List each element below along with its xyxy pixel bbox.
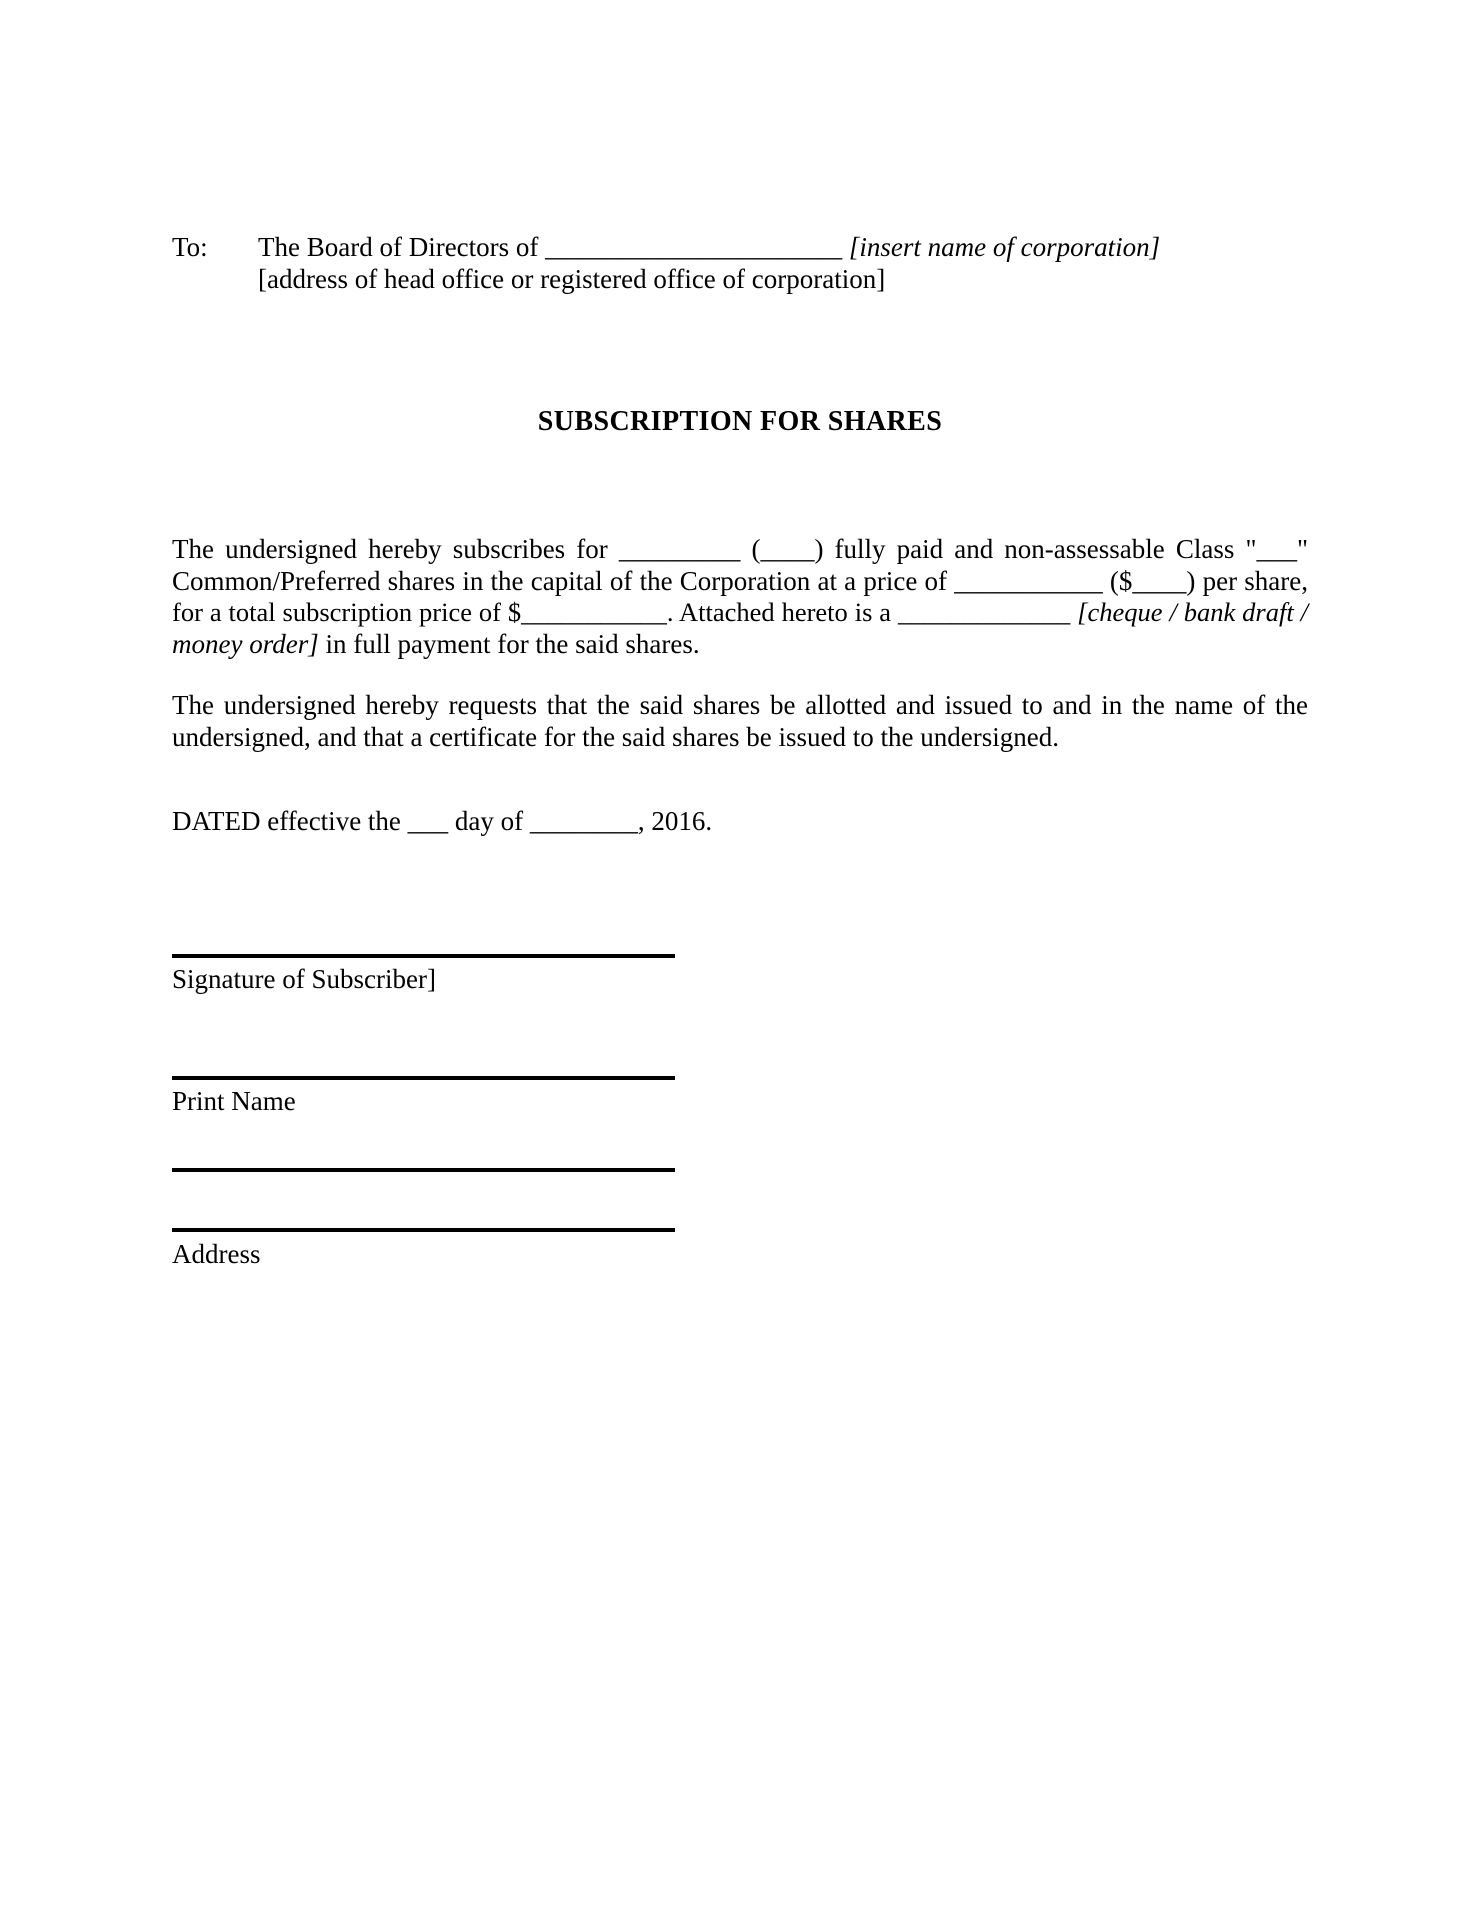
to-label: To: [172, 232, 208, 262]
payment-method-instruction: money order] [172, 628, 319, 659]
paragraph-text: for a total subscription price of $___________. Attached hereto is a _____________ [172, 597, 1078, 627]
recipient-instruction: [insert name of corporation] [842, 232, 1161, 262]
to-block [172, 232, 1312, 295]
request-paragraph [172, 690, 1308, 753]
paragraph-line: undersigned, and that a certificate for the said shares be issued to the undersigned. [172, 721, 1059, 752]
recipient-line [258, 232, 1312, 264]
payment-method-instruction: [cheque / bank draft / [1077, 597, 1308, 627]
print-name-label: Print Name [172, 1086, 296, 1116]
recipient-text: The Board of Directors of [258, 232, 546, 262]
signature-label: Signature of Subscriber] [172, 964, 436, 994]
recipient-address-line: [address of head office or registered office of corporation] [258, 263, 886, 294]
print-name-line [172, 1076, 675, 1080]
paragraph-line: Common/Preferred shares in the capital of the Corporation at a price of ___________ ($____) per share, [172, 565, 1308, 596]
address-line-1 [172, 1168, 675, 1172]
paragraph-text: in full payment for the said shares. [318, 628, 700, 659]
address-label: Address [172, 1239, 261, 1269]
paragraph-line: The undersigned hereby subscribes for _________ (____) fully paid and non-assessable Class "___" [172, 534, 1308, 564]
address-line-2 [172, 1228, 675, 1232]
signature-line [172, 954, 675, 958]
paragraph-line: The undersigned hereby requests that the said shares be allotted and issued to and in the name of the [172, 690, 1308, 720]
subscription-paragraph [172, 534, 1308, 660]
recipient-name-blank: ______________________ [545, 232, 843, 262]
document-title: SUBSCRIPTION FOR SHARES [537, 406, 943, 437]
paragraph-line [172, 629, 1308, 661]
dated-line: DATED effective the ___ day of ________, 2016. [172, 806, 713, 836]
paragraph-line [172, 597, 1308, 629]
